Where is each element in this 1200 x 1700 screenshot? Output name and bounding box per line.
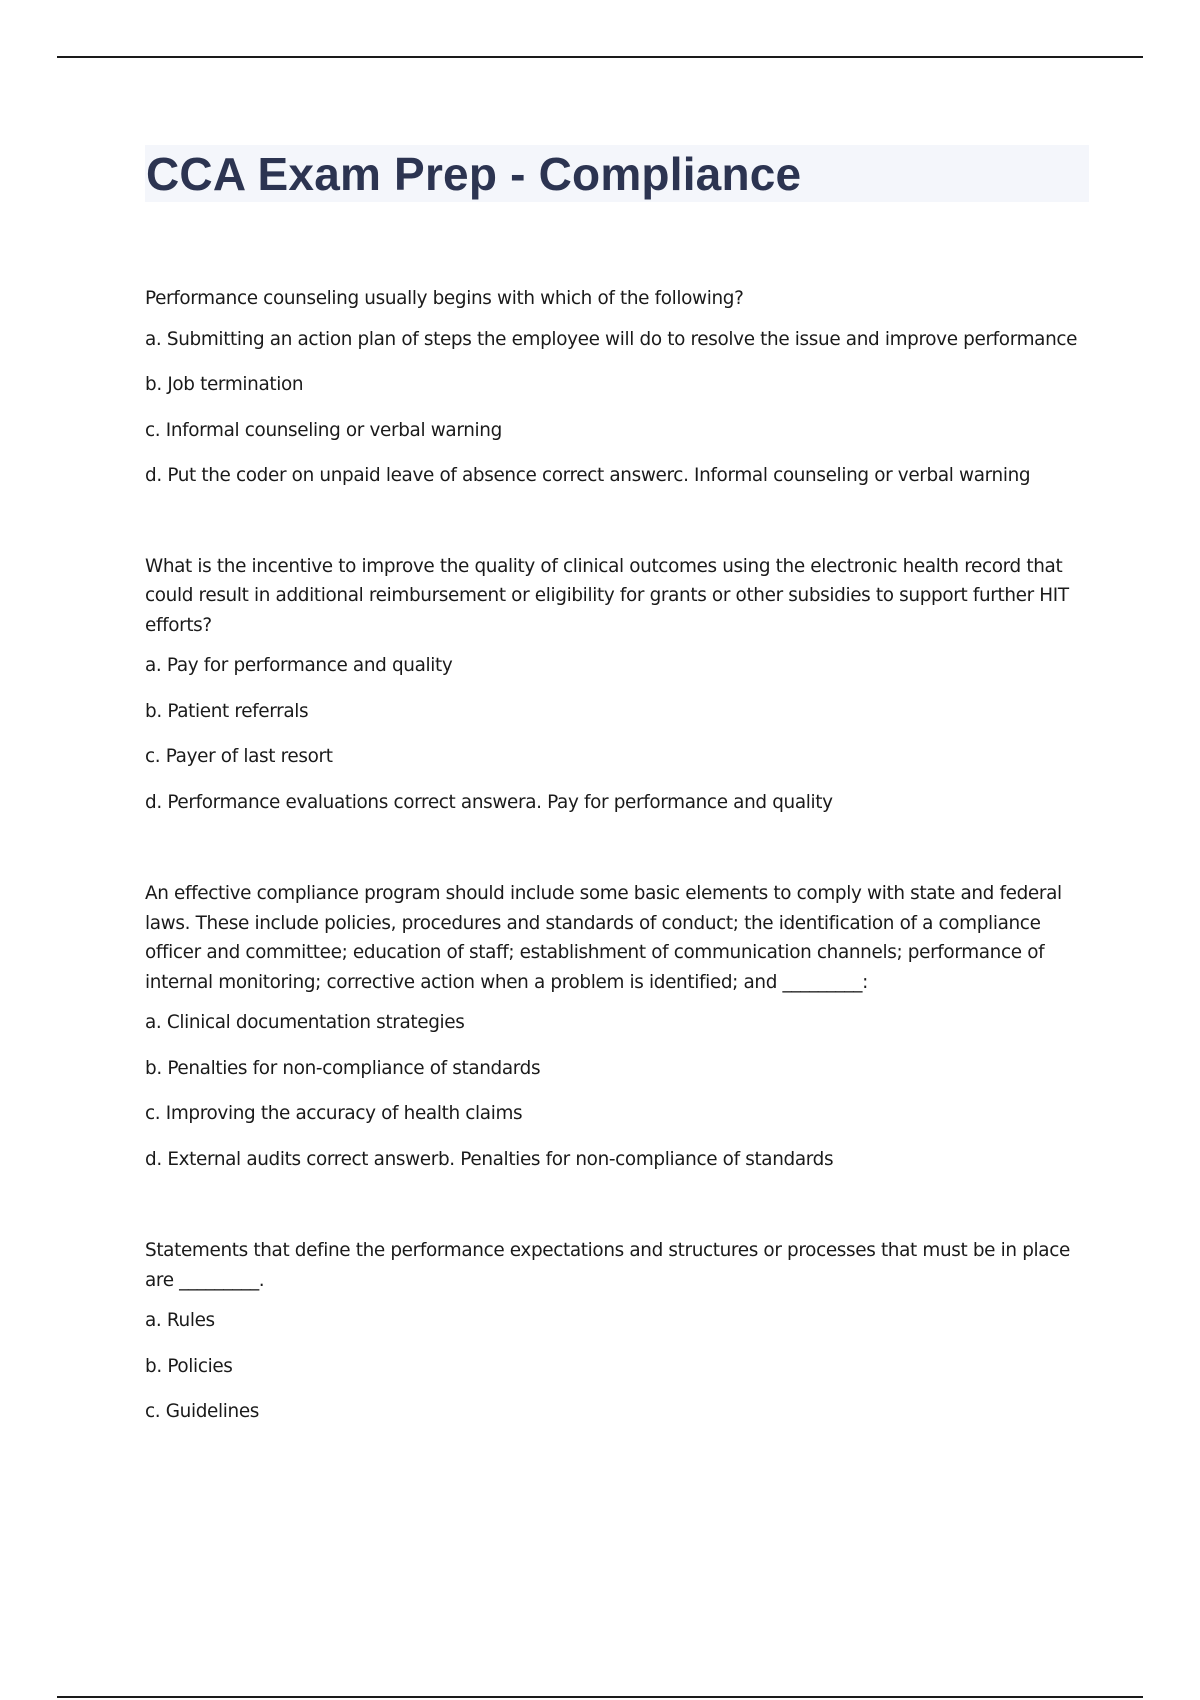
answer-option: c. Payer of last resort: [145, 746, 333, 767]
question-3: [145, 879, 1089, 1174]
answer-option: b. Policies: [145, 1355, 233, 1377]
document-title: CCA Exam Prep - Compliance: [146, 147, 802, 200]
answer-option: c. Informal counseling or verbal warning: [145, 419, 502, 441]
answer-option: d. Put the coder on unpaid leave of absence correct answerc. Informal counseling or verbal warning: [145, 465, 1031, 486]
answer-option: c. Improving the accuracy of health claims: [145, 1103, 523, 1124]
question-spacer: [145, 1174, 1089, 1236]
question-text: Statements that define the performance expectations and structures or processes that must be in place are _________.: [145, 1240, 1070, 1291]
answer-option: d. Performance evaluations correct answera. Pay for performance and quality: [145, 791, 833, 813]
question-4: [145, 1236, 1089, 1427]
document-page: [145, 145, 1089, 1427]
answer-option: b. Job termination: [145, 374, 304, 395]
answer-option: a. Submitting an action plan of steps the employee will do to resolve the issue and improve performance: [145, 328, 1078, 350]
bottom-rule: [57, 1696, 1143, 1698]
answer-option: a. Pay for performance and quality: [145, 655, 453, 676]
answer-option: b. Penalties for non-compliance of standards: [145, 1057, 541, 1079]
question-2: [145, 552, 1089, 818]
answer-option: a. Rules: [145, 1310, 215, 1331]
question-text: What is the incentive to improve the quality of clinical outcomes using the electronic health record that could result in additional reimbursement or eligibility for grants or other subsidies to support further HIT efforts?: [145, 555, 1069, 636]
question-list: [145, 284, 1089, 1427]
question-1: [145, 284, 1089, 491]
answer-option: d. External audits correct answerb. Penalties for non-compliance of standards: [145, 1148, 834, 1170]
answer-option: a. Clinical documentation strategies: [145, 1012, 465, 1033]
question-text: An effective compliance program should include some basic elements to comply with state and federal laws. These include policies, procedures and standards of conduct; the identification of a compliance officer and committee; education of staff; establishment of communication channels; performance of internal monitoring; corrective action when a problem is identified; and _________:: [145, 883, 1062, 993]
answer-option: c. Guidelines: [145, 1401, 260, 1422]
title-bar: [145, 145, 1089, 202]
question-spacer: [145, 491, 1089, 552]
answer-option: b. Patient referrals: [145, 700, 309, 722]
top-rule: [57, 56, 1143, 58]
question-spacer: [145, 817, 1089, 879]
question-text: Performance counseling usually begins with which of the following?: [145, 288, 744, 309]
